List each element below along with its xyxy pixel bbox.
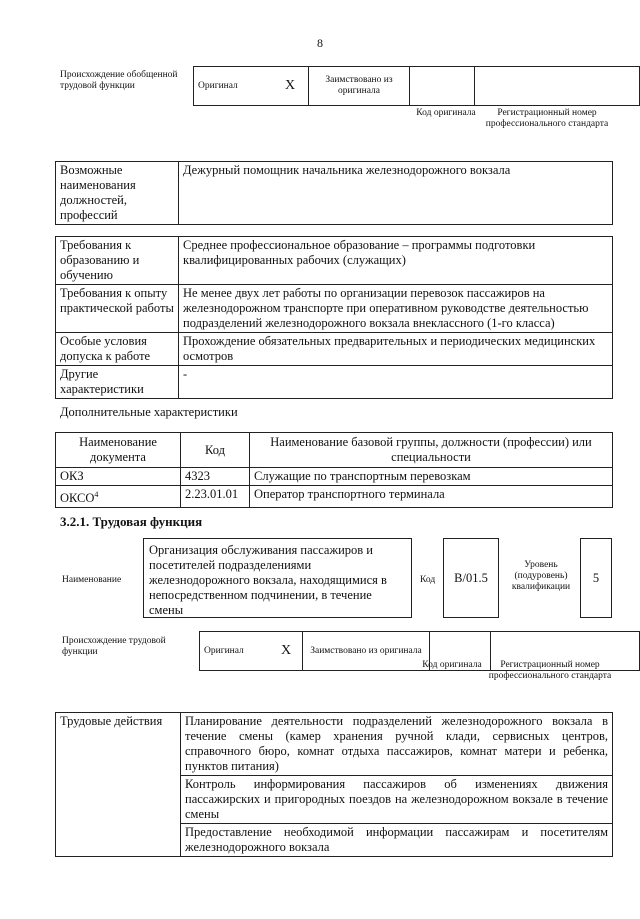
borrowed-label: Заимствовано из оригинала	[309, 67, 410, 106]
table-row	[56, 333, 613, 366]
table-header-row	[56, 433, 613, 468]
actions-label: Трудовые действия	[56, 713, 181, 857]
requirement-label: Особые условия допуска к работе	[56, 333, 179, 366]
requirement-label: Требования к опыту практической работы	[56, 285, 179, 333]
reg-caption: Регистрационный номер профессионального стандарта	[485, 108, 609, 129]
positions-label: Возможные наименования должностей, профессий	[56, 162, 179, 225]
footnote-ref: 4	[94, 490, 99, 499]
function-code: B/01.5	[443, 538, 499, 618]
requirement-value: Не менее двух лет работы по организации перевозок пассажиров на железнодорожном транспорте при оперативном руководстве деятельностью подразделений железнодорожного вокзала внеклассного (1-го класса)	[179, 285, 613, 333]
code-caption: Код оригинала	[422, 660, 482, 670]
code-label: Код	[420, 575, 436, 585]
original-mark: X	[270, 632, 303, 671]
section-heading: 3.2.1. Трудовая функция	[60, 514, 203, 529]
extra-table	[55, 432, 613, 508]
code-caption: Код оригинала	[416, 108, 476, 118]
requirement-value: Среднее профессиональное образование – программы подготовки квалифицированных рабочих (служащих)	[179, 237, 613, 285]
function-level: 5	[580, 538, 612, 618]
table-row	[56, 468, 613, 486]
code-cell: 2.23.01.01	[181, 486, 250, 508]
doc-name: ОКСО	[60, 491, 95, 506]
requirement-label: Другие характеристики	[56, 366, 179, 399]
requirement-label: Требования к образованию и обучению	[56, 237, 179, 285]
borrowed-label: Заимствовано из оригинала	[303, 632, 430, 671]
actions-table	[55, 712, 613, 857]
code-cell: 4323	[181, 468, 250, 486]
page-number: 8	[317, 36, 323, 50]
table-row	[56, 237, 613, 285]
original-label: Оригинал	[194, 67, 273, 106]
header-name: Наименование базовой группы, должности (профессии) или специальности	[250, 433, 613, 468]
name-cell: Служащие по транспортным перевозкам	[250, 468, 613, 486]
doc-cell	[56, 468, 181, 486]
name-cell: Оператор транспортного терминала	[250, 486, 613, 508]
requirements-table	[55, 236, 613, 399]
requirement-value: -	[179, 366, 613, 399]
table-row	[56, 713, 613, 776]
doc-cell	[56, 486, 181, 508]
name-label: Наименование	[62, 575, 122, 585]
action-item: Планирование деятельности подразделений железнодорожного вокзала в течение смены (камер хранения ручной клади, сервисных центров, справочного бюро, комнат отдыха пассажиров, комнат матери и ребенка, пунктов питания)	[181, 713, 613, 776]
reg-caption: Регистрационный номер профессионального стандарта	[488, 660, 612, 681]
original-label: Оригинал	[200, 632, 271, 671]
origin-label: Происхождение трудовой функции	[62, 636, 166, 657]
positions-table	[55, 161, 613, 225]
original-code-cell	[410, 67, 475, 106]
origin-table	[193, 66, 640, 106]
positions-value: Дежурный помощник начальника железнодорожного вокзала	[179, 162, 613, 225]
requirement-value: Прохождение обязательных предварительных и периодических медицинских осмотров	[179, 333, 613, 366]
original-mark: X	[272, 67, 309, 106]
origin-label: Происхождение обобщенной трудовой функции	[60, 70, 178, 91]
table-row	[56, 285, 613, 333]
function-name: Организация обслуживания пассажиров и посетителей подразделениями железнодорожного вокзала, находящимися в непосредственном подчинении, в течение смены	[143, 538, 412, 618]
doc-name: ОКЗ	[60, 469, 84, 483]
header-code: Код	[181, 433, 250, 468]
table-row	[56, 366, 613, 399]
reg-number-cell	[475, 67, 640, 106]
extra-title: Дополнительные характеристики	[60, 405, 238, 419]
action-item: Контроль информирования пассажиров об изменениях движения пассажирских и пригородных поездов на железнодорожном вокзале в течение смены	[181, 776, 613, 824]
table-row	[56, 486, 613, 508]
action-item: Предоставление необходимой информации пассажирам и посетителям железнодорожного вокзала	[181, 824, 613, 857]
level-label: Уровень (подуровень) квалификации	[511, 560, 571, 592]
header-document: Наименование документа	[56, 433, 181, 468]
